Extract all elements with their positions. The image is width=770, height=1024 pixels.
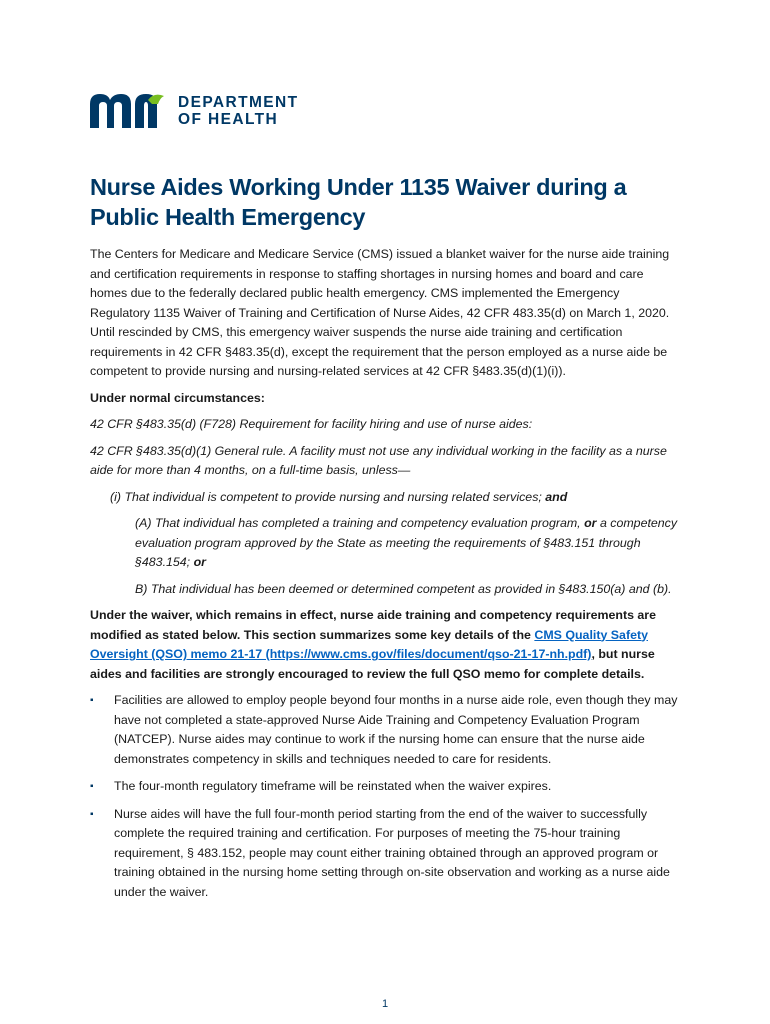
waiver-paragraph xyxy=(90,606,680,684)
document-body xyxy=(90,245,680,910)
normal-circumstances-heading: Under normal circumstances: xyxy=(90,390,265,405)
regulation-line-2: 42 CFR §483.35(d)(1) General rule. A facility must not use any individual working in the facility as a nurse aide for more than 4 months, on a full-time basis, unless— xyxy=(90,443,667,477)
mdh-logo xyxy=(90,94,299,128)
waiver-text-part2: , but nurse aides and facilities are strongly encouraged to review the full QSO memo for complete details. xyxy=(90,647,655,681)
bullet-square-icon: ▪ xyxy=(90,808,94,820)
clause-i xyxy=(90,488,680,508)
clause-b: B) That individual has been deemed or determined competent as provided in §483.150(a) and (b). xyxy=(135,581,672,596)
waiver-bullet-list xyxy=(90,691,680,902)
bullet-square-icon: ▪ xyxy=(90,695,94,706)
clause-a-or-2: or xyxy=(193,555,206,569)
clause-a-text: (A) That individual has completed a training and competency evaluation program, xyxy=(135,516,581,530)
list-item xyxy=(90,805,680,903)
waiver-text-part1: Under the waiver, which remains in effect, nurse aide training and competency requirements are modified as stated below. This section summarizes some key details of the xyxy=(90,608,657,642)
clause-a-rest: a competency evaluation program approved by the State as meeting the requirements of §483.151 through §483.154; xyxy=(135,516,678,569)
list-item-text: The four-month regulatory timeframe will be reinstated when the waiver expires. xyxy=(114,779,552,793)
logo-line-of-health: OF HEALTH xyxy=(178,111,279,128)
regulation-line-1: 42 CFR §483.35(d) (F728) Requirement for facility hiring and use of nurse aides: xyxy=(90,417,533,431)
logo-line-department: DEPARTMENT xyxy=(178,94,299,111)
bullet-square-icon: ▪ xyxy=(90,781,94,792)
intro-paragraph: The Centers for Medicare and Medicare Service (CMS) issued a blanket waiver for the nurse aide training and certification requirements in response to staffing shortages in nursing homes and board and care homes due to the federally declared public health emergency. CMS implemented the Emergency Regulatory 1135 Waiver of Training and Certification of Nurse Aides, 42 CFR 483.35(d) on March 1, 2020. Until rescinded by CMS, this emergency waiver suspends the nurse aide training and certification requirements in 42 CFR §483.35(d), except the requirement that the person employed as a nurse aide be competent to provide nursing and nursing-related services at 42 CFR §483.35(d)(1)(i)). xyxy=(90,247,670,378)
list-item xyxy=(90,777,680,797)
mn-logo-icon xyxy=(90,94,168,128)
list-item-text: Facilities are allowed to employ people beyond four months in a nurse aide role, even though they may have not completed a state-approved Nurse Aide Training and Competency Evaluation Program (NATCEP). Nurse aides may continue to work if the nursing home can ensure that the nurse aide demonstrates competency in skills and techniques needed to care for residents. xyxy=(114,693,678,766)
clause-i-and: and xyxy=(545,489,568,504)
logo-text xyxy=(178,94,299,128)
page-title: Nurse Aides Working Under 1135 Waiver during a Public Health Emergency xyxy=(90,174,627,230)
clause-a xyxy=(90,514,680,573)
clause-a-or: or xyxy=(584,516,597,530)
cms-qso-memo-link[interactable]: CMS Quality Safety Oversight (QSO) memo 21-17 (https://www.cms.gov/files/document/qso-21-17-nh.pdf) xyxy=(90,627,648,661)
list-item-text: Nurse aides will have the full four-month period starting from the end of the waiver to successfully complete the required training and certification. For purposes of meeting the 75-hour training requirement, § 483.152, people may count either training obtained through an approved program or training obtained in the nursing home setting through on-site observation and working as a nurse aide under the waiver. xyxy=(114,806,670,899)
page-number: 1 xyxy=(381,998,389,1010)
list-item xyxy=(90,691,680,769)
clause-i-text: (i) That individual is competent to provide nursing and nursing related services; xyxy=(110,489,542,504)
